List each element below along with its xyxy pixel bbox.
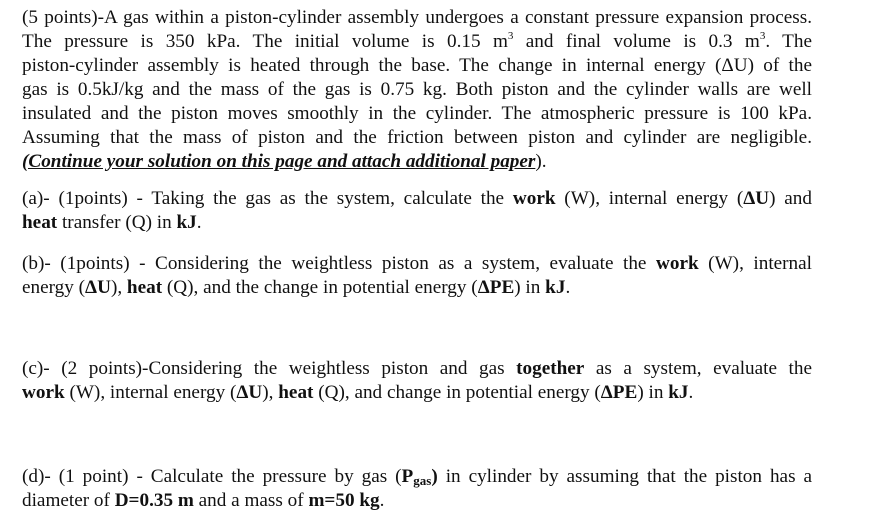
text: and final volume is 0.3 m — [513, 31, 760, 52]
bold-term: P — [401, 466, 414, 487]
bold-term: work — [22, 382, 65, 403]
text: (5 points)-A gas within a piston-cylinder assembly undergoes a constant pressure expansion process. The pressure is 350 kPa. The initial volume is 0.15 m — [22, 7, 812, 52]
text: . — [565, 277, 571, 298]
subscript: gas — [413, 473, 432, 488]
superscript: 3 — [759, 30, 766, 42]
text: diameter of — [22, 490, 115, 511]
bold-term: D=0.35 m — [114, 490, 194, 511]
bold-term: work — [656, 253, 699, 274]
problem-statement — [22, 6, 812, 174]
text: ), — [262, 382, 279, 403]
text: (W), internal energy ( — [64, 382, 237, 403]
bold-term: work — [512, 188, 556, 209]
text: . — [379, 490, 385, 511]
bold-term: ) — [431, 466, 438, 487]
part-c — [22, 357, 812, 405]
part-b — [22, 252, 812, 300]
text: (c)- (2 points)-Considering the weightless piston and gas — [22, 358, 517, 379]
text: transfer (Q) in — [57, 212, 177, 233]
text: ), — [110, 277, 127, 298]
superscript: 3 — [507, 30, 514, 42]
bold-term: heat — [22, 212, 58, 233]
intro-line-4: insulated and the piston moves smoothly in the cylinder. The atmospheric pressure is 100 kPa. — [22, 103, 812, 124]
text: ) in — [637, 382, 669, 403]
bold-term: m=50 kg — [308, 490, 380, 511]
part-a-line-2 — [22, 211, 812, 235]
bold-term: heat — [278, 382, 314, 403]
text: ) and — [769, 188, 812, 209]
text: as a system, evaluate the — [584, 358, 812, 379]
text: (d)- (1 point) - Calculate the pressure by gas ( — [22, 466, 402, 487]
bold-term: ΔPE — [477, 277, 515, 298]
text: ) in — [514, 277, 546, 298]
intro-line-5: Assuming that the mass of piston and the friction between piston and cylinder are negligible. — [22, 127, 812, 148]
part-b-line-2 — [22, 276, 812, 300]
text: . The — [765, 31, 812, 52]
bold-term: together — [516, 358, 585, 379]
intro-line-3: gas is 0.5kJ/kg and the mass of the gas is 0.75 kg. Both piston and the cylinder walls are well — [22, 79, 812, 100]
text: . — [196, 212, 202, 233]
continue-note: (Continue your solution on this page and attach additional paper — [22, 151, 536, 172]
text: (Q), and the change in potential energy ( — [162, 277, 478, 298]
text: . — [688, 382, 694, 403]
bold-term: ΔU — [236, 382, 263, 403]
text: and a mass of — [193, 490, 309, 511]
text: in cylinder by assuming that the piston has a — [437, 466, 813, 487]
bold-term: ΔPE — [600, 382, 638, 403]
part-d-line-2 — [22, 489, 812, 513]
bold-term: kJ — [668, 382, 689, 403]
text: (W), internal — [698, 253, 813, 274]
part-c-line-2 — [22, 381, 812, 405]
part-a-line-1 — [22, 187, 812, 211]
text: ). — [535, 151, 547, 172]
part-a — [22, 187, 812, 235]
text: (a)- (1points) - Taking the gas as the system, calculate the — [22, 188, 513, 209]
bold-term: kJ — [176, 212, 197, 233]
bold-term: ΔU — [743, 188, 770, 209]
text: energy ( — [22, 277, 86, 298]
bold-term: ΔU — [85, 277, 111, 298]
part-c-line-1 — [22, 357, 812, 381]
part-d-line-1 — [22, 465, 812, 489]
text: (Q), and change in potential energy ( — [313, 382, 601, 403]
part-b-line-1 — [22, 252, 812, 276]
intro-line-6 — [22, 150, 812, 174]
intro-line-1 — [22, 6, 812, 54]
bold-term: heat — [126, 277, 163, 298]
intro-line-2: piston-cylinder assembly is heated through the base. The change in internal energy (ΔU) of the — [22, 55, 812, 76]
text: (W), internal energy ( — [555, 188, 744, 209]
bold-term: kJ — [545, 277, 566, 298]
text: (b)- (1points) - Considering the weightless piston as a system, evaluate the — [22, 253, 656, 274]
part-d — [22, 465, 812, 513]
